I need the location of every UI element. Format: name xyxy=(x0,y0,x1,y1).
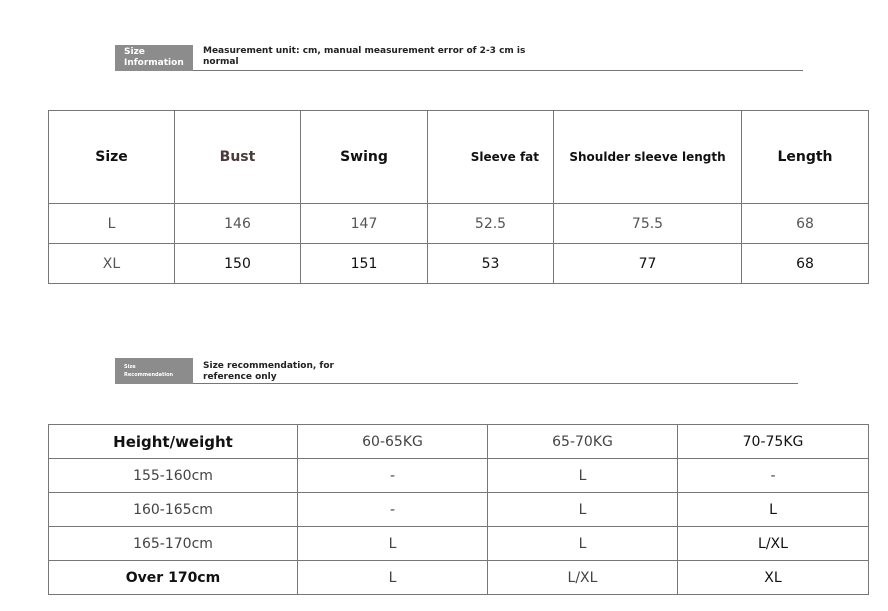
cell: L xyxy=(488,527,678,561)
table-row xyxy=(49,527,869,561)
cell: 147 xyxy=(301,204,428,244)
note-line-1: Size recommendation, for xyxy=(203,361,334,371)
cell: 68 xyxy=(742,244,869,284)
cell: L xyxy=(488,459,678,493)
size-information-tag xyxy=(115,45,193,71)
header-weight-range: 70-75KG xyxy=(678,425,869,459)
cell: L xyxy=(49,204,175,244)
header-weight-range: 65-70KG xyxy=(488,425,678,459)
header-weight-range: 60-65KG xyxy=(298,425,488,459)
header-shoulder-sleeve-length: Shoulder sleeve length xyxy=(554,111,742,204)
size-recommendation-tag xyxy=(115,358,193,384)
tag-line-1: Size xyxy=(124,47,145,57)
note-line-2: normal xyxy=(203,57,239,67)
cell: L xyxy=(298,561,488,595)
height-cell: 160-165cm xyxy=(49,493,298,527)
tag-line-2: Recommendation xyxy=(124,372,174,378)
recommendation-note xyxy=(203,361,403,383)
cell: 75.5 xyxy=(554,204,742,244)
cell: L xyxy=(298,527,488,561)
cell: 68 xyxy=(742,204,869,244)
header-length: Length xyxy=(742,111,869,204)
tag-line-1: Size xyxy=(124,364,136,370)
height-cell: 155-160cm xyxy=(49,459,298,493)
cell: L/XL xyxy=(488,561,678,595)
header-bust: Bust xyxy=(175,111,301,204)
cell: XL xyxy=(678,561,869,595)
cell: L xyxy=(488,493,678,527)
cell: 146 xyxy=(175,204,301,244)
table-row xyxy=(49,493,869,527)
header-swing: Swing xyxy=(301,111,428,204)
cell: 52.5 xyxy=(428,204,554,244)
note-line-1: Measurement unit: cm, manual measurement error of 2-3 cm is xyxy=(203,46,526,56)
table-header-row xyxy=(49,111,869,204)
table-row xyxy=(49,561,869,595)
table-row xyxy=(49,459,869,493)
table-row xyxy=(49,204,869,244)
table-row xyxy=(49,244,869,284)
cell: L/XL xyxy=(678,527,869,561)
size-table xyxy=(48,110,869,284)
tag-line-2: Information xyxy=(124,58,184,68)
note-line-2: reference only xyxy=(203,372,277,382)
cell: 53 xyxy=(428,244,554,284)
recommendation-table xyxy=(48,424,869,595)
table-header-row xyxy=(49,425,869,459)
divider-line xyxy=(193,383,798,384)
header-size: Size xyxy=(49,111,175,204)
cell: - xyxy=(298,459,488,493)
cell: 151 xyxy=(301,244,428,284)
cell: - xyxy=(298,493,488,527)
cell: 77 xyxy=(554,244,742,284)
divider-line xyxy=(193,70,803,71)
header-height-weight: Height/weight xyxy=(49,425,298,459)
cell: - xyxy=(678,459,869,493)
cell: XL xyxy=(49,244,175,284)
cell: L xyxy=(678,493,869,527)
header-sleeve-fat: Sleeve fat xyxy=(428,111,554,204)
cell: 150 xyxy=(175,244,301,284)
height-cell: Over 170cm xyxy=(49,561,298,595)
height-cell: 165-170cm xyxy=(49,527,298,561)
measurement-note xyxy=(203,46,603,68)
